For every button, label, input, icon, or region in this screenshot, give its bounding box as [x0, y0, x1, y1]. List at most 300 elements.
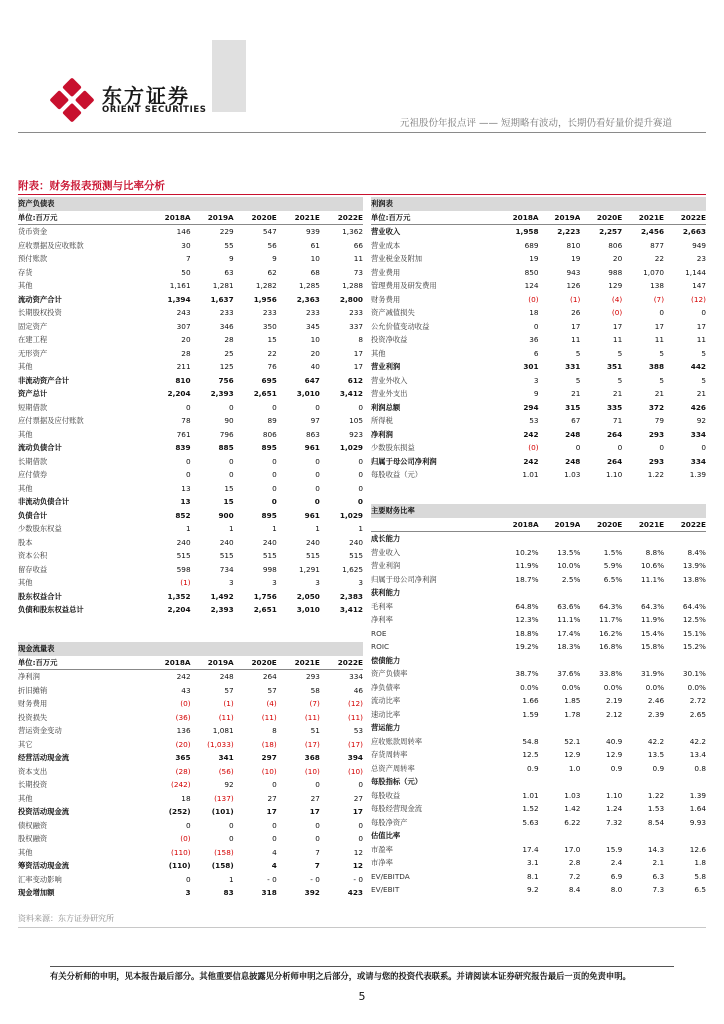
value-cell: 877 [650, 240, 665, 250]
value-cell: 67 [571, 416, 581, 425]
value-cell: 11.1% [640, 574, 665, 584]
value-cell: 331 [565, 362, 581, 371]
table-row [18, 428, 363, 442]
header-year-cell: 2019A [191, 656, 234, 670]
table-row [18, 590, 363, 604]
value-cell: 16.8% [599, 642, 623, 651]
row-label: 预付账款 [18, 254, 48, 263]
value-cell: 392 [304, 888, 320, 897]
value-cell: 1.5% [603, 547, 623, 557]
table-title: 资产负债表 [18, 197, 363, 211]
table-row [371, 401, 706, 415]
value-cell: 734 [219, 564, 234, 574]
value-cell [622, 829, 664, 843]
table-row [18, 859, 363, 873]
row-label: 其他 [18, 483, 33, 493]
value-cell: 73 [353, 267, 363, 277]
value-cell: 0.9 [527, 763, 539, 773]
row-label: 其他 [18, 847, 33, 857]
value-cell: 0 [315, 820, 320, 830]
table-row [371, 667, 706, 681]
value-cell: 0 [315, 402, 320, 412]
row-label: 资产减值损失 [371, 308, 415, 317]
header-year-cell: 2021E [622, 518, 664, 532]
row-label: 每股收益（元） [371, 470, 423, 479]
table-row [18, 387, 363, 401]
value-cell: 2,393 [210, 389, 234, 398]
table-title-row [18, 642, 363, 656]
value-cell: 17 [353, 348, 363, 358]
value-cell: 229 [219, 227, 234, 236]
value-cell: 3,010 [296, 389, 320, 398]
value-cell: 0.9 [610, 763, 623, 773]
value-cell [580, 654, 622, 668]
value-cell: 2.12 [606, 709, 623, 719]
value-cell: 1 [358, 524, 363, 533]
value-cell: 10.2% [515, 547, 539, 557]
value-cell: 243 [176, 308, 191, 317]
value-cell: 2.72 [689, 696, 706, 705]
value-cell: 0.0% [645, 682, 665, 692]
value-cell: 0 [185, 874, 191, 884]
table-row [371, 306, 706, 320]
value-cell: 66 [353, 240, 363, 250]
value-cell [664, 532, 706, 546]
value-cell: 17.4% [557, 628, 581, 638]
table-row [18, 711, 363, 725]
value-cell: 334 [690, 429, 706, 439]
value-cell: 0 [272, 780, 277, 789]
value-cell: 647 [304, 375, 320, 385]
value-cell: (4) [266, 699, 277, 708]
value-cell: 1,756 [253, 591, 277, 601]
value-cell: (28) [175, 766, 191, 776]
value-cell: 335 [606, 402, 623, 412]
value-cell: 1.78 [564, 709, 581, 719]
value-cell: 16.2% [599, 628, 623, 638]
table-header-row [371, 518, 706, 532]
value-cell: 38.7% [515, 669, 539, 678]
row-label: 汇率变动影响 [18, 874, 62, 884]
value-cell: 105 [349, 416, 363, 425]
row-label: EV/EBITDA [371, 871, 410, 881]
value-cell: 15 [224, 483, 234, 493]
value-cell: 12.5 [522, 750, 539, 759]
row-label: 营运能力 [371, 723, 401, 732]
value-cell: 337 [349, 321, 363, 331]
value-cell: 0.0% [561, 682, 581, 692]
value-cell: 8.4 [568, 885, 581, 894]
value-cell [539, 654, 581, 668]
value-cell: 885 [218, 443, 234, 452]
value-cell: 11.7% [599, 615, 623, 624]
value-cell: 1.22 [647, 790, 665, 800]
table-row [18, 765, 363, 779]
value-cell [622, 532, 664, 546]
header-year-cell: 2021E [277, 656, 320, 670]
value-cell: 42.2 [647, 736, 665, 746]
value-cell: 13.4 [689, 750, 706, 759]
row-label: 其它 [18, 739, 33, 749]
value-cell: 689 [524, 240, 539, 250]
row-label: 应付债券 [18, 470, 48, 479]
value-cell: 17 [571, 321, 581, 331]
value-cell: 26 [571, 308, 581, 317]
value-cell: 345 [305, 321, 320, 331]
value-cell: 56 [267, 240, 277, 250]
table-row [18, 360, 363, 374]
table-row [18, 279, 363, 293]
logo-mark-icon [50, 78, 94, 122]
row-label: 股权融资 [18, 834, 48, 843]
value-cell: 2,456 [640, 227, 665, 236]
row-label: 公允价值变动收益 [371, 321, 430, 331]
value-cell: 1.10 [606, 790, 623, 800]
table-row [18, 549, 363, 563]
value-cell: 294 [523, 402, 539, 412]
value-cell: 839 [175, 443, 191, 452]
value-cell: 863 [305, 429, 320, 439]
header-unit-cell: 单位:百万元 [18, 211, 148, 225]
value-cell: 12 [352, 861, 363, 870]
value-cell: 1,958 [515, 227, 539, 236]
value-cell: 0 [617, 443, 623, 452]
row-label: 非流动负债合计 [18, 497, 70, 506]
value-cell: 11.1% [557, 615, 581, 624]
row-label: 净利率 [371, 615, 393, 624]
table-title: 主要财务比率 [371, 504, 706, 518]
value-cell: 5 [659, 375, 665, 385]
value-cell: 40.9 [606, 736, 623, 746]
value-cell: 1,285 [298, 281, 320, 290]
value-cell: 806 [608, 240, 623, 250]
value-cell: 8 [358, 335, 363, 344]
value-cell: 17.0 [564, 844, 581, 854]
value-cell: 76 [267, 362, 277, 371]
row-label: 债权融资 [18, 820, 48, 830]
value-cell: (36) [175, 712, 191, 722]
row-label: 投资活动现金流 [18, 807, 70, 816]
value-cell: 350 [262, 321, 277, 331]
value-cell: 0 [272, 820, 277, 830]
value-cell: 943 [566, 267, 581, 277]
value-cell: 8.54 [647, 817, 665, 827]
table-row [371, 708, 706, 722]
value-cell: (12) [348, 699, 363, 708]
header-year-cell: 2018A [497, 211, 539, 225]
value-cell: (11) [261, 712, 277, 722]
value-cell: 136 [176, 726, 191, 735]
value-cell: 19 [571, 254, 581, 263]
header-year-cell: 2020E [580, 518, 622, 532]
value-cell: (11) [218, 712, 234, 722]
value-cell: 27 [267, 793, 277, 803]
row-label: 流动资产合计 [18, 294, 62, 304]
value-cell: 10 [310, 335, 320, 344]
table-header-row [18, 656, 363, 670]
table-row [371, 654, 706, 668]
value-cell: 14.3 [647, 844, 665, 854]
value-cell: 5 [617, 348, 623, 358]
value-cell: 426 [690, 402, 706, 412]
value-cell: 2.4 [610, 858, 623, 867]
value-cell: 1.39 [689, 790, 706, 800]
table-row [371, 870, 706, 884]
value-cell: 1,362 [342, 227, 363, 236]
value-cell: 28 [181, 348, 191, 358]
value-cell: 7.2 [568, 871, 581, 881]
value-cell: 1,070 [643, 267, 665, 277]
value-cell: 55 [224, 240, 234, 250]
value-cell: 923 [349, 429, 363, 439]
value-cell: (242) [170, 780, 191, 789]
row-label: 市净率 [371, 858, 393, 867]
cash-flow-table [18, 642, 363, 900]
value-cell: 22 [654, 254, 665, 263]
value-cell: 388 [648, 362, 665, 371]
value-cell: 6.5 [694, 885, 706, 894]
row-label: 管理费用及研发费用 [371, 281, 437, 290]
value-cell: 233 [262, 308, 277, 317]
value-cell [539, 829, 581, 843]
value-cell [497, 775, 539, 789]
table-row [18, 819, 363, 833]
value-cell: 54.8 [522, 736, 539, 746]
value-cell: 756 [218, 375, 234, 385]
row-label: 净负债率 [371, 682, 401, 692]
header-year-cell: 2019A [191, 211, 234, 225]
value-cell: 0 [701, 308, 706, 317]
value-cell: 318 [261, 888, 277, 897]
value-cell: 17 [353, 362, 363, 371]
value-cell: 1.42 [564, 804, 581, 813]
row-label: 应付票据及应付账款 [18, 416, 84, 425]
value-cell: 307 [176, 321, 191, 331]
value-cell: 64.4% [682, 601, 706, 611]
value-cell: 1 [272, 524, 277, 533]
value-cell: 949 [692, 240, 706, 250]
header-year-cell: 2020E [234, 656, 277, 670]
value-cell: 9.2 [527, 885, 539, 894]
value-cell: 31.9% [640, 669, 665, 678]
value-cell: 998 [262, 564, 277, 574]
value-cell: 0 [185, 402, 191, 412]
header-year-cell: 2018A [148, 656, 191, 670]
table-row [371, 387, 706, 401]
table-row [18, 697, 363, 711]
value-cell [664, 775, 706, 789]
value-cell: 515 [262, 551, 277, 560]
value-cell: 42.2 [689, 736, 706, 746]
value-cell: 248 [219, 672, 234, 681]
value-cell: 5.9% [603, 561, 623, 570]
value-cell: 4 [272, 847, 277, 857]
value-cell: 20 [612, 254, 623, 263]
table-row [371, 735, 706, 749]
value-cell: 233 [305, 308, 320, 317]
table-title: 利润表 [371, 197, 706, 211]
row-label: 归属于母公司净利润 [371, 456, 437, 466]
value-cell: 5.63 [522, 817, 539, 827]
value-cell: 33.8% [599, 669, 623, 678]
value-cell: 6.22 [564, 817, 581, 827]
value-cell: 293 [305, 672, 320, 681]
table-row [18, 441, 363, 455]
value-cell: 90 [224, 416, 234, 425]
value-cell: 1,492 [210, 591, 234, 601]
table-row [18, 252, 363, 266]
value-cell: 0.0% [520, 682, 539, 692]
value-cell: 3 [315, 578, 320, 587]
row-label: 营业利润 [371, 362, 401, 371]
value-cell: 6.9 [610, 871, 623, 881]
value-cell: (17) [304, 739, 320, 749]
value-cell: 240 [262, 537, 277, 547]
value-cell: 242 [523, 456, 539, 466]
table-row [18, 684, 363, 698]
value-cell: 1.8 [694, 858, 706, 867]
value-cell: 17 [696, 321, 706, 331]
value-cell: 15 [223, 497, 234, 506]
value-cell: 11 [571, 335, 581, 344]
value-cell: 71 [612, 416, 623, 425]
table-row [18, 509, 363, 523]
value-cell: 37.6% [557, 669, 581, 678]
value-cell: 147 [692, 281, 706, 290]
row-label: 其他 [18, 362, 33, 371]
value-cell [539, 586, 581, 600]
value-cell: 61 [310, 240, 320, 250]
value-cell: 1.53 [647, 804, 665, 813]
row-label: 长期投资 [18, 780, 48, 789]
row-label: 少数股东权益 [18, 524, 62, 533]
value-cell: 7.32 [606, 817, 623, 827]
value-cell: (10) [348, 766, 363, 776]
value-cell: (12) [691, 294, 706, 304]
row-label: 经营活动现金流 [18, 753, 70, 762]
logo-chinese-name: 东方证券 [102, 84, 190, 108]
value-cell: 0 [358, 402, 363, 412]
balance-sheet-table [18, 197, 363, 617]
row-label: 资产负债率 [371, 669, 408, 678]
value-cell: (137) [214, 793, 234, 803]
row-label: 股东权益合计 [18, 591, 62, 601]
header-unit-cell [371, 518, 497, 532]
row-label: 每股经营现金流 [371, 804, 423, 813]
value-cell: 3.1 [527, 858, 539, 867]
value-cell: 64.3% [640, 601, 665, 611]
row-label: 营业成本 [371, 240, 401, 250]
value-cell: 293 [648, 456, 665, 466]
value-cell: 242 [176, 672, 191, 681]
value-cell: 27 [353, 793, 363, 803]
value-cell: 83 [223, 888, 234, 897]
table-row [18, 738, 363, 752]
value-cell: 1.24 [606, 804, 623, 813]
row-label: 应收票据及应收账款 [18, 240, 84, 250]
table-header-row [371, 211, 706, 225]
value-cell [497, 532, 539, 546]
table-row [371, 546, 706, 560]
value-cell: (17) [348, 739, 363, 749]
value-cell: 988 [608, 267, 623, 277]
value-cell: 124 [524, 281, 539, 290]
value-cell: 40 [310, 362, 320, 371]
value-cell: 18.3% [557, 642, 581, 651]
value-cell: 2,204 [167, 389, 191, 398]
value-cell [664, 654, 706, 668]
value-cell: 18.8% [515, 628, 539, 638]
value-cell: (11) [348, 712, 363, 722]
value-cell: 11.9% [640, 615, 665, 624]
value-cell: 0 [358, 470, 363, 479]
value-cell: 2,383 [339, 591, 363, 601]
value-cell: (0) [528, 294, 539, 304]
value-cell: 5.8 [694, 871, 706, 881]
value-cell: 36 [529, 335, 539, 344]
value-cell: 18.7% [515, 574, 539, 584]
value-cell: 51 [310, 726, 320, 735]
value-cell: 2.65 [689, 709, 706, 719]
value-cell: 17 [309, 807, 320, 816]
value-cell: 8 [272, 726, 277, 735]
value-cell: 1,637 [210, 294, 234, 304]
value-cell: 939 [305, 227, 320, 236]
table-row [371, 252, 706, 266]
value-cell [497, 721, 539, 735]
value-cell: 13.5% [557, 547, 581, 557]
value-cell: (10) [261, 766, 277, 776]
value-cell: (20) [175, 739, 191, 749]
table-row [371, 468, 706, 482]
row-label: 利润总额 [371, 402, 401, 412]
value-cell: 2.1 [652, 858, 665, 867]
value-cell: 961 [304, 510, 320, 520]
value-cell: 240 [305, 537, 320, 547]
value-cell: 5 [701, 348, 706, 358]
appendix-title: 附表：财务报表预测与比率分析 [18, 180, 165, 192]
value-cell: 30 [181, 240, 191, 250]
value-cell: 297 [261, 753, 277, 762]
value-cell: 1,161 [169, 281, 191, 290]
row-label: 所得税 [371, 416, 393, 425]
table-row [18, 724, 363, 738]
value-cell: 43 [181, 685, 191, 695]
value-cell: 3,412 [339, 389, 363, 398]
value-cell: 21 [571, 389, 581, 398]
value-cell: 58 [310, 685, 320, 695]
value-cell: 28 [224, 335, 234, 344]
value-cell: 50 [181, 267, 191, 277]
value-cell: 211 [176, 362, 191, 371]
value-cell: 17 [266, 807, 277, 816]
income-statement-table [371, 197, 706, 482]
value-cell: (1) [570, 294, 581, 304]
value-cell: 900 [218, 510, 234, 520]
value-cell: 1.01 [522, 470, 539, 479]
table-row [18, 482, 363, 496]
table-row [18, 670, 363, 684]
table-row [18, 805, 363, 819]
value-cell: 240 [349, 537, 363, 547]
value-cell: 1,956 [253, 294, 277, 304]
value-cell: 17 [352, 807, 363, 816]
value-cell: 92 [696, 416, 706, 425]
value-cell: 0 [272, 456, 277, 466]
source-note: 资料来源：东方证券研究所 [18, 914, 114, 923]
row-label: 货币资金 [18, 227, 48, 236]
value-cell: 850 [524, 267, 539, 277]
